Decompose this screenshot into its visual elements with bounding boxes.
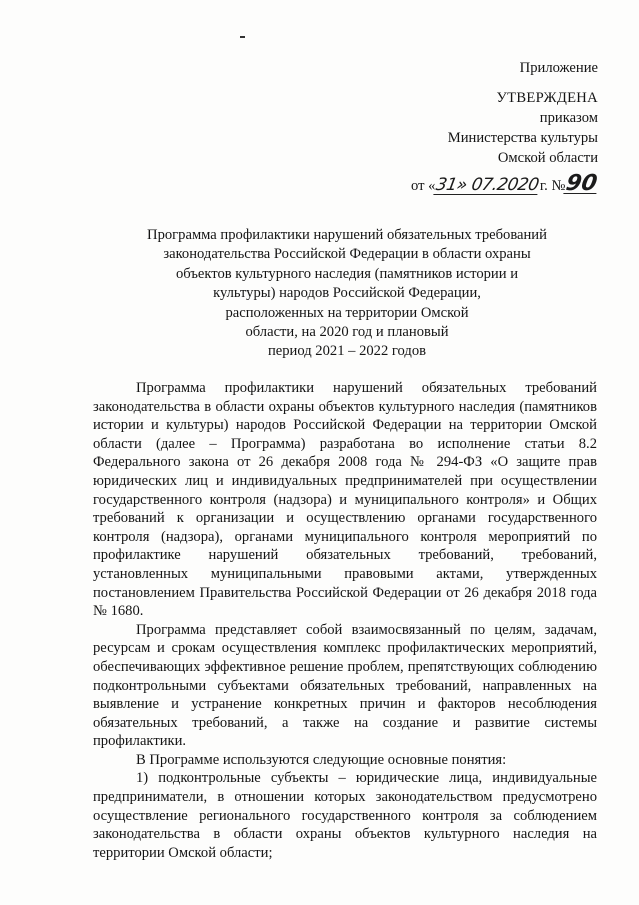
document-body <box>93 379 597 862</box>
scan-speck <box>240 36 245 38</box>
year-suffix: г. № <box>539 178 566 194</box>
order-date-number <box>411 171 600 198</box>
handwritten-order-number: 90 <box>564 171 600 196</box>
paragraph: 1) подконтрольные субъекты – юридические лица, индивидуальные предприниматели, в отношении которых законодательством предусмотрено осуществление регионального государственного контроля за соблюдением законодательства в области охраны объектов культурного наследия на территории Омской области; <box>93 770 597 861</box>
paragraph: Программа профилактики нарушений обязательных требований законодательства в области охраны объектов культурного наследия (памятников истории и культуры) народов Российской Федерации на территории Омской области (далее – Программа) разработана во исполнение статьи 8.2 Федерального закона от 26 декабря 2008 года № 294-ФЗ «О защите прав юридических лиц и индивидуальных предпринимателей при осуществлении государственного контроля (надзора) и муниципального контроля» и Общих требований к организации и осуществлению органами государственного контроля (надзора), органами муниципального контроля мероприятий по профилактике нарушений обязательных требований, требований, установленных муниципальными правовыми актами, утвержденных постановлением Правительства Российской Федерации от 26 декабря 2018 года № 1680. <box>93 380 597 620</box>
from-prefix: от « <box>411 178 436 194</box>
appendix-label: Приложение <box>519 60 598 76</box>
title-line: области, на 2020 год и плановый <box>245 324 449 341</box>
paragraph: В Программе используются следующие основные понятия: <box>136 751 507 768</box>
title-line: законодательства Российской Федерации в области охраны <box>163 246 531 263</box>
approval-block <box>448 58 598 168</box>
ministry-label: Министерства культуры <box>447 130 598 146</box>
title-line: объектов культурного наследия (памятников истории и <box>175 265 519 282</box>
handwritten-date: 31» 07.2020 <box>434 175 541 195</box>
by-order-label: приказом <box>539 110 598 126</box>
region-label: Омской области <box>497 150 598 166</box>
title-line: Программа профилактики нарушений обязательных требований <box>147 227 547 243</box>
document-title <box>100 226 594 362</box>
title-line: период 2021 – 2022 годов <box>267 343 427 360</box>
title-line: культуры) народов Российской Федерации, <box>213 285 481 302</box>
title-line: расположенных на территории Омской <box>225 304 469 321</box>
approved-label: УТВЕРЖДЕНА <box>496 90 598 106</box>
paragraph: Программа представляет собой взаимосвязанный по целям, задачам, ресурсам и срокам осуществления комплекс профилактических мероприятий, обеспечивающих эффективное решение проблем, препятствующих соблюдению подконтрольными субъектами обязательных требований, направленных на выявление и устранение конкретных причин и факторов несоблюдения обязательных требований, а также на создание и развитие системы профилактики. <box>93 621 597 750</box>
